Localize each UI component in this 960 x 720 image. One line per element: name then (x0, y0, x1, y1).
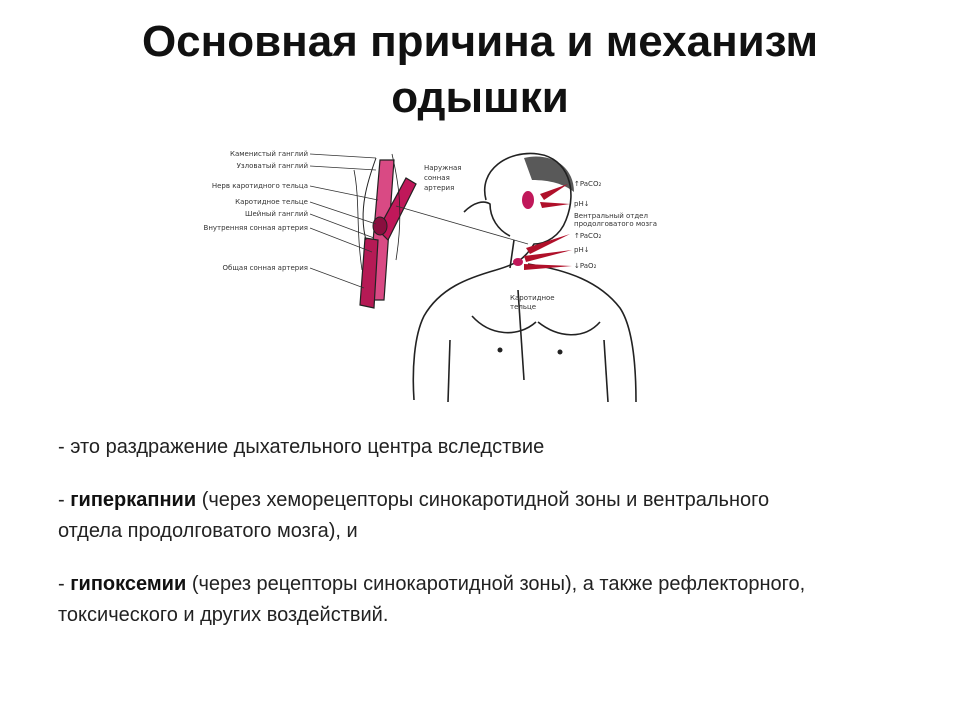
label-paco2-up-1: ↑PaCO₂ (574, 180, 602, 188)
label-internal-carotid: Внутренняя сонная артерия (203, 224, 308, 232)
paragraph-cause (58, 432, 838, 463)
label-ventral-medulla-2: продолговатого мозга (574, 220, 658, 228)
label-common-carotid: Общая сонная артерия (222, 264, 308, 272)
hypercapnia-term: гиперкапнии (70, 489, 197, 511)
label-nodose-ganglion: Узловатый ганглий (236, 162, 308, 170)
label-ventral-medulla-1: Вентральный отдел (574, 212, 648, 220)
pointer-to-neck (396, 206, 528, 244)
hypoxemia-prefix: - (58, 573, 71, 595)
label-petrosal-ganglion: Каменистый ганглий (230, 150, 308, 158)
paragraph-cause-text: - это раздражение дыхательного центра вследствие (58, 436, 545, 458)
dyspnea-mechanism-diagram (203, 140, 658, 410)
paragraph-hypercapnia (58, 485, 838, 547)
label-carotid-body-bottom-1: Каротидное (510, 294, 555, 302)
hypoxemia-text: (через рецепторы синокаротидной зоны), а также рефлекторного, токсического и других воздействий. (58, 573, 806, 626)
label-carotid-body: Каротидное тельце (235, 198, 308, 206)
label-external-carotid-1: Наружная (424, 164, 462, 172)
label-ph-down-1: pH↓ (574, 200, 590, 208)
label-carotid-body-bottom-2: тельце (510, 303, 537, 311)
label-paco2-up-2: ↑PaCO₂ (574, 232, 602, 240)
hypoxemia-term: гипоксемии (70, 573, 187, 595)
label-external-carotid-3: артерия (424, 184, 455, 192)
slide-title-line-1: Основная причина и механизм (141, 17, 819, 66)
paragraph-hypoxemia (58, 569, 838, 631)
label-ph-down-2: pH↓ (574, 246, 590, 254)
body-text (58, 432, 838, 653)
label-pao2-down: ↓PaO₂ (574, 262, 597, 270)
label-external-carotid-2: сонная (424, 174, 450, 182)
label-carotid-body-nerve: Нерв каротидного тельца (211, 182, 308, 190)
label-cervical-ganglion: Шейный ганглий (244, 210, 308, 218)
slide-title (40, 14, 920, 126)
slide-title-line-2: одышки (391, 73, 569, 122)
diagram-svg (203, 140, 658, 410)
hypercapnia-prefix: - (58, 489, 71, 511)
carotid-bifurcation (354, 154, 416, 308)
hypercapnia-text: (через хеморецепторы синокаротидной зоны и вентрального отдела продолговатого мозга), и (58, 489, 770, 542)
